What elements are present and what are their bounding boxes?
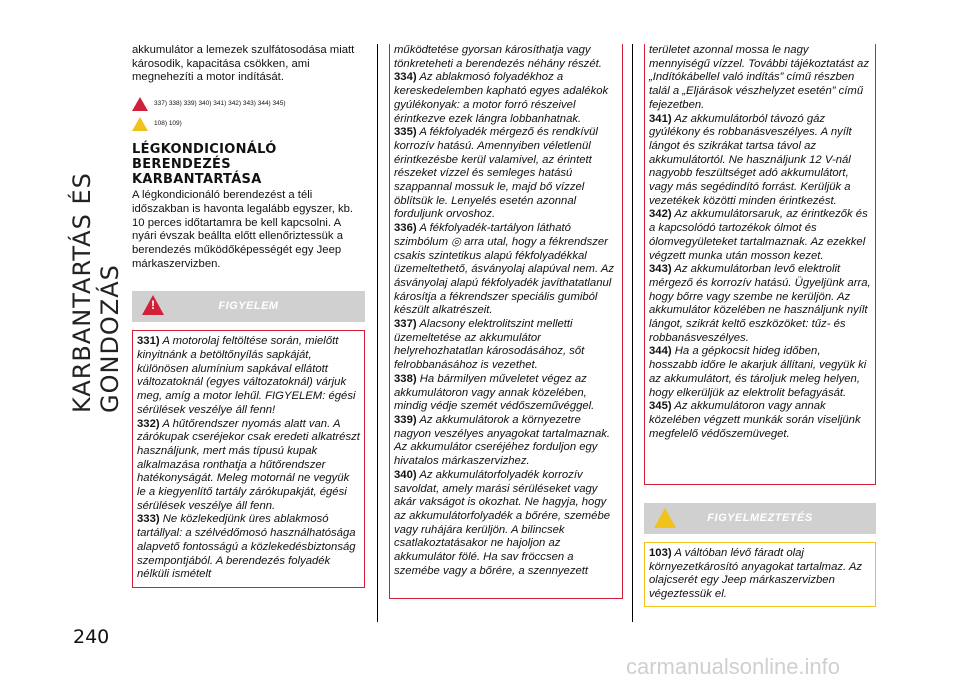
warning-continued-text: működtetése gyorsan károsíthatja vagy tönkreteheti a berendezés néhány részét. (394, 44, 602, 70)
page-number: 240 (73, 626, 110, 648)
warning-item: 331) A motorolaj feltöltése során, mielőtt kinyitnánk a betöltőnyílás sapkáját, különösen alumínium sapkával ellátott változatoknál (egyes változatoknál) várjuk meg, amíg a motor lehűl. FIGYELEM: égési sérülések veszélye áll fenn! (137, 335, 356, 416)
warning-box-continued (644, 44, 876, 485)
intro-text: akkumulátor a lemezek szulfátosodása miatt károsodik, kapacitása csökken, ami megnehezíti a motor indítását. (132, 44, 355, 84)
warning-item: 333) Ne közlekedjünk üres ablakmosó tartállyal: a szélvédőmosó használhatósága alapvető fontosságú a közlekedésbiztonság szempontjából. A berendezés folyadék nélküli ismételt (137, 513, 356, 581)
warning-item: 332) A hűtőrendszer nyomás alatt van. A zárókupak cseréjekor csak eredeti alkatrészt használjunk, mert más típusú kupak alkalmazása ronthatja a hűtőrendszer hatékonyságát. Meleg motornál ne vegyük le a kiegyenlítő tartály zárókupakját, égési sérülések veszélye áll fenn. (137, 417, 360, 512)
column-divider (377, 44, 378, 622)
caution-header (644, 503, 876, 534)
caution-box (644, 542, 876, 607)
column-2 (389, 44, 623, 599)
warning-item: 341) Az akkumulátorból távozó gáz gyúlékony és robbanásveszélyes. A nyílt lángot és szikrákat tartsa távol az akkumulátortól. Ne használjunk 12 V-nál nagyobb feszültséget adó akkumulátort, vagy más segédindító forrást. Kerüljük a vezetékek közötti minden érintkezést. (649, 112, 852, 207)
warning-item: 335) A fékfolyadék mérgező és rendkívül korrozív hatású. Amennyiben véletlenül érintkezésbe kerül valamivel, az érintett részeket vízzel és semleges hatású szappannal mossuk le, majd bő vízzel öblítsük le. Lenyelés esetén azonnal forduljunk orvoshoz. (394, 126, 598, 221)
warning-header (132, 291, 365, 322)
warning-box-continued (389, 44, 623, 599)
warning-triangle-icon (132, 97, 148, 111)
warning-item: 339) Az akkumulátorok a környezetre nagyon veszélyes anyagokat tartalmaznak. Az akkumulátor cseréjéhez forduljon egy hivatalos márkaszervizhez. (394, 413, 611, 468)
warning-ref-list: 337) 338) 339) 340) 341) 342) 343) 344) 345) (154, 100, 286, 108)
caution-item: 103) A váltóban lévő fáradt olaj környezetkárosító anyagokat tartalmaz. Az olajcserét egy Jeep márkaszervizben végeztessük el. (649, 547, 863, 601)
chapter-side-title: KARBANTARTÁS ÉS GONDOZÁS (68, 172, 124, 413)
warning-item: 345) Az akkumulátoron vagy annak közelében végzett munkák során viseljünk megfelelő védőszemüveget. (649, 400, 861, 440)
caution-title: FIGYELMEZTETÉS (707, 512, 813, 524)
warning-item: 334) Az ablakmosó folyadékhoz a kereskedelemben kapható egyes adalékok gyúlékonyak: a motor forró részeivel érintkezve ezek lángra lobbanhatnak. (394, 71, 609, 125)
caution-triangle-icon (132, 117, 148, 131)
warning-item: 342) Az akkumulátorsaruk, az érintkezők és a kapcsolódó tartozékok ólmot és ólomvegyületeket tartalmaznak. Az ezekkel végzett munka után mosson kezet. (649, 208, 868, 262)
warning-item: 336) A fékfolyadék-tartályon látható szimbólum ◎ arra utal, hogy a fékrendszer csakis szintetikus alapú fékfolyadékkal üzemeltethető, ásványolaj alapúval nem. Az ásványolaj alapú fékfolyadék javíthatatlanul károsítja a fékrendszer speciális gumiból készült alkatrészeit. (394, 222, 614, 317)
warning-continued-text: területet azonnal mossa le nagy mennyiségű vízzel. További tájékoztatást az „Indítókábellel való indítás” című részben talál a „Eljárások vészhelyzet esetén” című fejezetben. (649, 44, 869, 111)
column-divider (632, 44, 633, 622)
warning-item: 340) Az akkumulátorfolyadék korrozív savoldat, amely marási sérüléseket vagy akár vakságot is okozhat. Ne hagyja, hogy az akkumulátorfolyadék a bőrére, szemébe vagy ruhájára kerüljön. A bilincsek csatlakoztatásakor ne hajoljon az akkumulátor fölé. Ha sav fröccsen a szemébe vagy a bőrére, a szennyezett (394, 468, 611, 577)
column-1 (132, 44, 365, 588)
warning-references (132, 97, 365, 111)
column-3 (644, 44, 876, 607)
caution-ref-list: 108) 109) (154, 120, 182, 128)
warning-title: FIGYELEM (218, 300, 279, 313)
warning-box (132, 330, 365, 588)
section-body: A légkondicionáló berendezést a téli időszakban is havonta legalább egyszer, kb. 10 perces időtartamra be kell kapcsolni. A nyári évszak beállta előtt ellenőriztessük a berendezés működőképességét egy Jeep márkaszervizben. (132, 189, 354, 270)
warning-item: 337) Alacsony elektrolitszint melletti üzemeltetése az akkumulátor helyrehozhatatlan károsodásához, sőt felrobbanásához is vezethet. (394, 318, 585, 372)
warning-item: 344) Ha a gépkocsit hideg időben, hosszabb időre le akarjuk állítani, vegyük ki az akkumulátort, és tároljuk meleg helyen, hogy elkerüljük az elektrolit befagyását. (649, 345, 867, 399)
section-heading: LÉGKONDICIONÁLÓ BERENDEZÉS KARBANTARTÁSA (132, 142, 277, 188)
watermark: carmanualsonline.info (626, 654, 841, 679)
warning-item: 338) Ha bármilyen műveletet végez az akkumulátoron vagy annak közelében, mindig védje szemét védőszeművéggel. (394, 372, 595, 413)
warning-item: 343) Az akkumulátorban levő elektrolit mérgező és korrozív hatású. Ügyeljünk arra, hogy bőrre vagy szembe ne kerüljön. Az akkumulátor közelében ne használjunk nyílt lángot, szikrát keltő eszközöket: tűz- és robbanásveszélyes. (649, 263, 871, 344)
caution-references (132, 117, 365, 131)
